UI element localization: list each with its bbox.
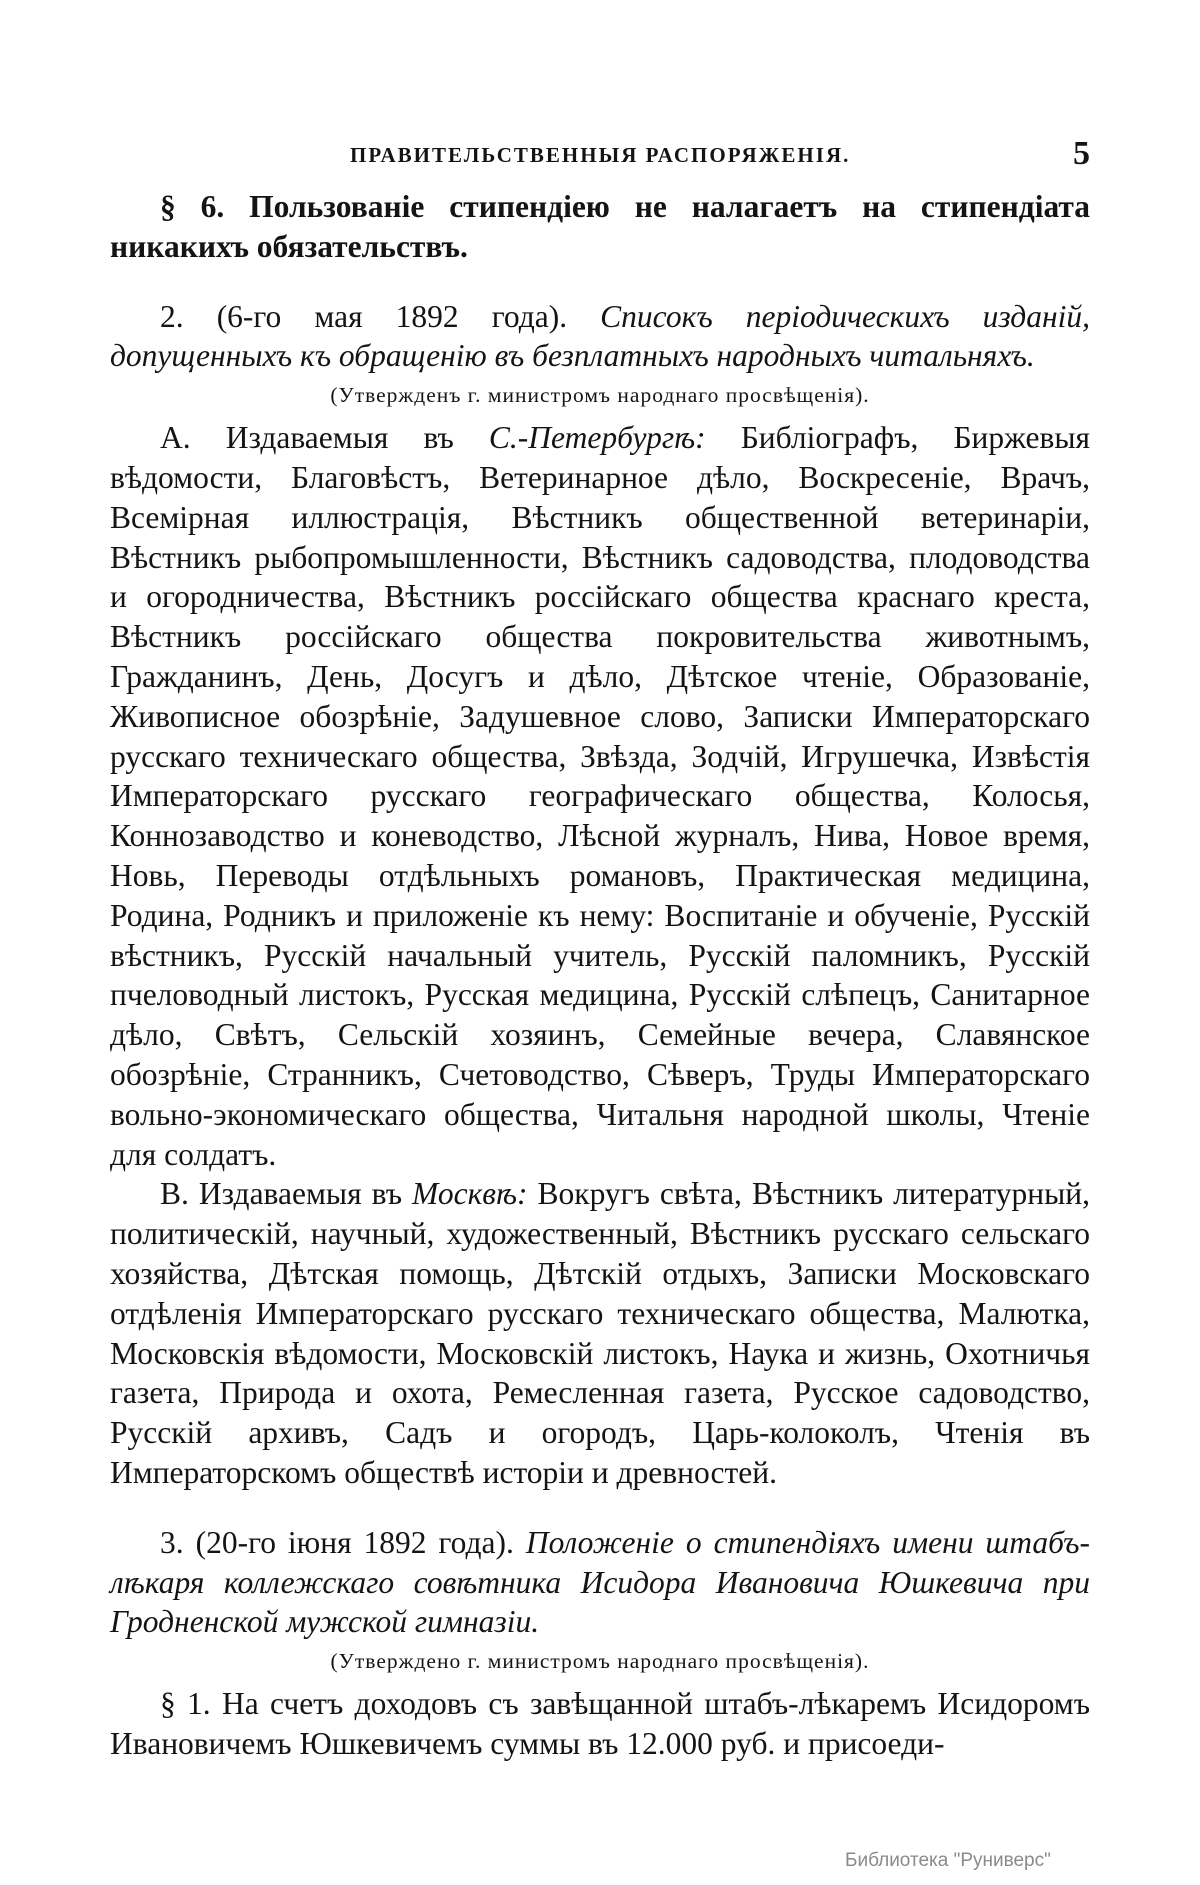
list-a-city: С.-Петербургѣ: [488,420,706,456]
page-number: 5 [1073,135,1090,172]
library-watermark: Библиотека "Руниверс" [845,1850,1051,1871]
section-6-paragraph: § 6. Пользованіе стипендіею не налагаетъ на стипендіата никакихъ обязательствъ. [110,189,1090,264]
list-b-paragraph [110,1174,1090,1492]
spacer [110,1493,1090,1523]
document-2-title: Списокъ періодическихъ изданій, допущенныхъ къ обращенію въ безплатныхъ народныхъ читальняхъ. [110,298,1090,374]
running-title: ПРАВИТЕЛЬСТВЕННЫЯ РАСПОРЯЖЕНІЯ. [350,143,851,167]
list-b-prefix: В. Издаваемыя въ [160,1176,413,1212]
list-b-items: Вокругъ свѣта, Вѣстникъ литературный, политическій, научный, художественный, Вѣстникъ русскаго сельскаго хозяйства, Дѣтская помощь, Дѣтскій отдыхъ, Записки Московскаго отдѣленія Императорскаго русскаго техническаго общества, Малютка, Московскія вѣдомости, Московскій листокъ, Наука и жизнь, Охотничья газета, Природа и охота, Ремесленная газета, Русское садоводство, Русскій архивъ, Садъ и огородъ, Царь-колоколъ, Чтенія въ Императорскомъ обществѣ исторіи и древностей. [110,1176,1090,1490]
spacer [110,267,1090,297]
document-3-approval: (Утверждено г. министромъ народнаго просвѣщенія). [330,1649,870,1674]
document-3-lead: 3. (20-го іюня 1892 года). [160,1524,526,1560]
list-a-items: Библіографъ, Биржевыя вѣдомости, Благовѣстъ, Ветеринарное дѣло, Воскресеніе, Врачъ, Всемірная иллюстрація, Вѣстникъ общественной ветеринаріи, Вѣстникъ рыбопромышленности, Вѣстникъ садоводства, плодоводства и огородничества, Вѣстникъ россійскаго общества краснаго креста, Вѣстникъ россійскаго общества покровительства животнымъ, Гражданинъ, День, Досугъ и дѣло, Дѣтское чтеніе, Образованіе, Живописное обозрѣніе, Задушевное слово, Записки Императорскаго русскаго техническаго общества, Звѣзда, Зодчій, Игрушечка, Извѣстія Императорскаго русскаго географическаго общества, Колосья, Коннозаводство и коневодство, Лѣсной журналъ, Нива, Новое время, Новь, Переводы отдѣльныхъ романовъ, Практическая медицина, Родина, Родникъ и приложеніе къ нему: Воспитаніе и обученіе, Русскій вѣстникъ, Русскій начальный учитель, Русскій паломникъ, Русскій пчеловодный листокъ, Русская медицина, Русскій слѣпецъ, Санитарное дѣло, Свѣтъ, Сельскій хозяинъ, Семейные вечера, Славянское обозрѣніе, Странникъ, Счетоводство, Сѣверъ, Труды Императорскаго вольно-экономическаго общества, Читальня народной школы, Чтеніе для солдатъ. [110,420,1090,1172]
document-2-heading [110,297,1090,377]
book-page [110,135,1090,1764]
running-head [110,135,1090,175]
list-a-paragraph [110,418,1090,1174]
section-1-paragraph: § 1. На счетъ доходовъ съ завѣщанной штабъ-лѣкаремъ Исидоромъ Ивановичемъ Юшкевичемъ суммы въ 12.000 руб. и присоеди- [110,1686,1090,1761]
document-2-lead: 2. (6-го мая 1892 года). [160,298,601,334]
list-a-prefix: А. Издаваемыя въ [160,420,489,456]
list-b-city: Москвѣ: [412,1176,528,1212]
document-3-heading [110,1523,1090,1642]
document-2-approval: (Утвержденъ г. министромъ народнаго просвѣщенія). [330,383,870,408]
document-3-title: Положеніе о стипендіяхъ имени штабъ-лѣкаря коллежскаго совѣтника Исидора Ивановича Юшкевича при Гродненской мужской гимназіи. [110,1524,1090,1640]
